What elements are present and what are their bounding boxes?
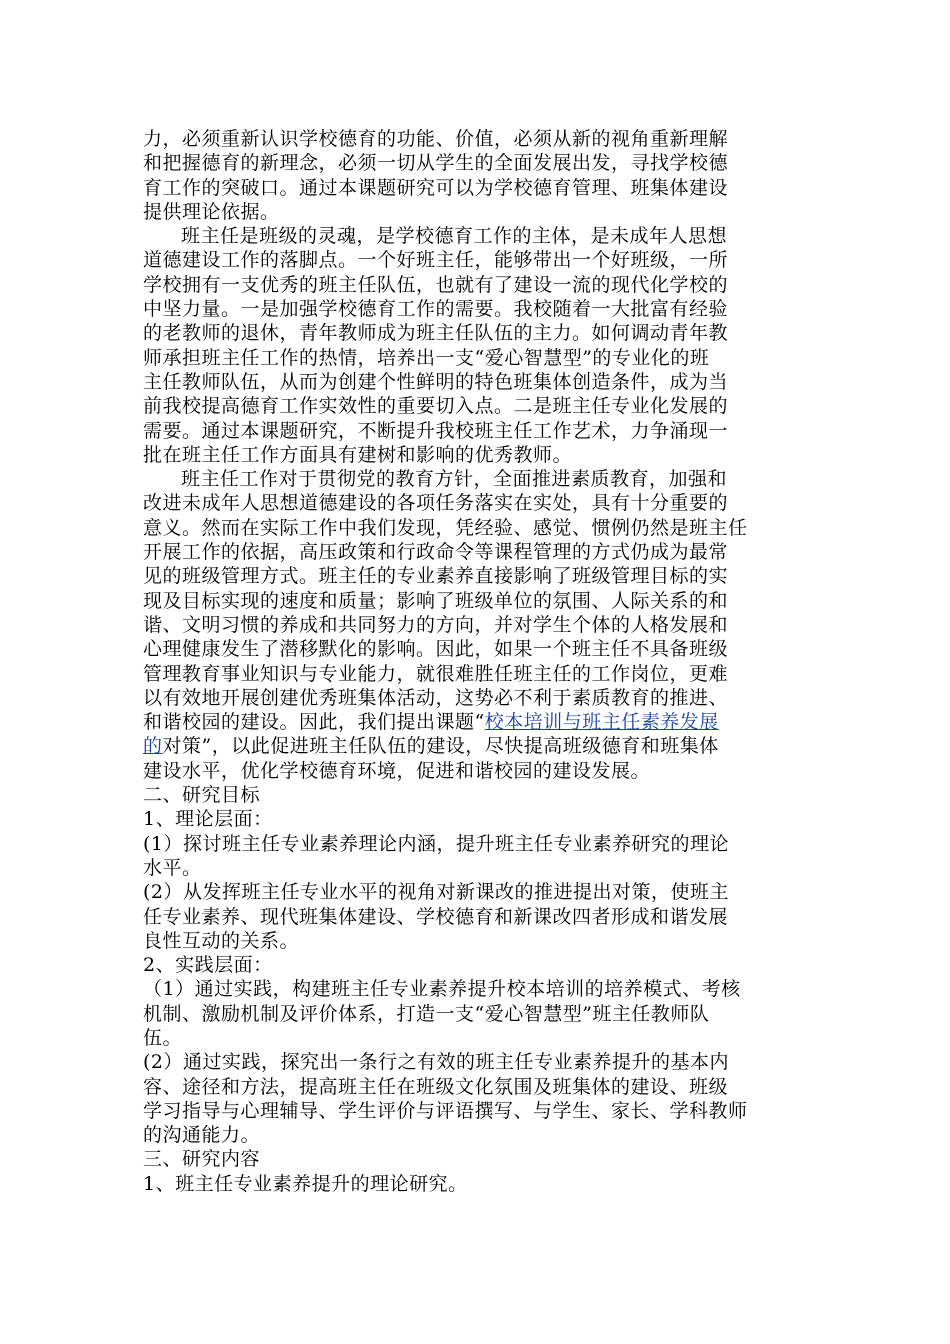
section-heading-research-content: 三、研究内容 xyxy=(143,1148,261,1171)
text-line: 容、途径和方法，提高班主任在班级文化氛围及班集体的建设、班级 xyxy=(143,1075,729,1098)
text-line: 管理教育事业知识与专业能力，就很难胜任班主任的工作岗位，更难 xyxy=(143,662,729,685)
section-heading-research-goals: 二、研究目标 xyxy=(143,784,261,807)
text-segment: 和谐校园的建设。因此，我们提出课题“ xyxy=(143,711,485,734)
text-line: 现及目标实现的速度和质量；影响了班级单位的氛围、人际关系的和 xyxy=(143,589,729,612)
subheading-theory: 1、理论层面： xyxy=(143,808,273,831)
subheading-practice: 2、实践层面： xyxy=(143,954,273,977)
text-line: 任专业素养、现代班集体建设、学校德育和新课改四者形成和谐发展 xyxy=(143,905,729,928)
text-line: 学习指导与心理辅导、学生评价与评语撰写、与学生、家长、学科教师 xyxy=(143,1099,748,1122)
text-line: 意义。然而在实际工作中我们发现，凭经验、感觉、惯例仍然是班主任 xyxy=(143,516,748,539)
text-line: 谐、文明习惯的养成和共同努力的方向，并对学生个体的人格发展和 xyxy=(143,613,729,636)
text-line: 中坚力量。一是加强学校德育工作的需要。我校随着一大批富有经验 xyxy=(143,298,729,321)
list-item: (1）探讨班主任专业素养理论内涵，提升班主任专业素养研究的理论 xyxy=(143,832,730,855)
text-line: 的沟通能力。 xyxy=(143,1124,261,1147)
list-item: (2）从发挥班主任专业水平的视角对新课改的推进提出对策，使班主 xyxy=(143,881,730,904)
text-line: 伍。 xyxy=(143,1026,183,1049)
text-line: 建设水平，优化学校德育环境，促进和谐校园的建设发展。 xyxy=(143,759,651,782)
text-line: 道德建设工作的落脚点。一个好班主任，能够带出一个好班级，一所 xyxy=(143,249,729,272)
subheading-content-1: 1、班主任专业素养提升的理论研究。 xyxy=(143,1172,468,1195)
text-line: 良性互动的关系。 xyxy=(143,929,300,952)
text-line: 学校拥有一支优秀的班主任队伍，也就有了建设一流的现代化学校的 xyxy=(143,273,729,296)
list-item: （1）通过实践，构建班主任专业素养提升校本培训的培养模式、考核 xyxy=(143,978,741,1001)
text-line: 心理健康发生了潜移默化的影响。因此，如果一个班主任不具备班级 xyxy=(143,638,729,661)
text-segment: 对策”，以此促进班主任队伍的建设，尽快提高班级德育和班集体 xyxy=(162,735,719,758)
text-line: 主任教师队伍，从而为创建个性鲜明的特色班集体创造条件，成为当 xyxy=(143,370,729,393)
project-title-link-continued[interactable]: 的 xyxy=(143,735,163,758)
text-line: 力，必须重新认识学校德育的功能、价值，必须从新的视角重新理解 xyxy=(143,128,729,150)
text-line: 需要。通过本课题研究，不断提升我校班主任工作艺术，力争涌现一 xyxy=(143,419,729,442)
text-line: 以有效地开展创建优秀班集体活动，这势必不利于素质教育的推进、 xyxy=(143,686,729,709)
text-line: 批在班主任工作方面具有建树和影响的优秀教师。 xyxy=(143,443,573,466)
text-line: 改进未成年人思想道德建设的各项任务落实在实处，具有十分重要的 xyxy=(143,492,729,515)
text-line: 和把握德育的新理念，必须一切从学生的全面发展出发，寻找学校德 xyxy=(143,152,729,175)
text-line: 见的班级管理方式。班主任的专业素养直接影响了班级管理目标的实 xyxy=(143,565,729,588)
text-line: 提供理论依据。 xyxy=(143,200,280,223)
text-line: 开展工作的依据，高压政策和行政命令等课程管理的方式仍成为最常 xyxy=(143,541,729,564)
text-line: 育工作的突破口。通过本课题研究可以为学校德育管理、班集体建设 xyxy=(143,176,729,199)
text-line: 师承担班主任工作的热情，培养出一支“爱心智慧型”的专业化的班 xyxy=(143,346,710,369)
paragraph-start-line: 班主任工作对于贯彻党的教育方针，全面推进素质教育，加强和 xyxy=(181,468,728,491)
list-item: (2）通过实践，探究出一条行之有效的班主任专业素养提升的基本内 xyxy=(143,1051,730,1074)
text-line: 的老教师的退休，青年教师成为班主任队伍的主力。如何调动青年教 xyxy=(143,322,729,345)
paragraph-start-line: 班主任是班级的灵魂，是学校德育工作的主体，是未成年人思想 xyxy=(181,225,728,248)
text-line: 水平。 xyxy=(143,856,202,879)
body-text xyxy=(143,127,808,1196)
text-line: 机制、激励机制及评价体系，打造一支“爱心智慧型”班主任教师队 xyxy=(143,1002,710,1025)
text-line: 前我校提高德育工作实效性的重要切入点。二是班主任专业化发展的 xyxy=(143,395,729,418)
text-line-with-link xyxy=(143,734,808,758)
text-line-with-link xyxy=(143,710,808,734)
project-title-link[interactable]: 校本培训与班主任素养发展 xyxy=(484,711,719,734)
